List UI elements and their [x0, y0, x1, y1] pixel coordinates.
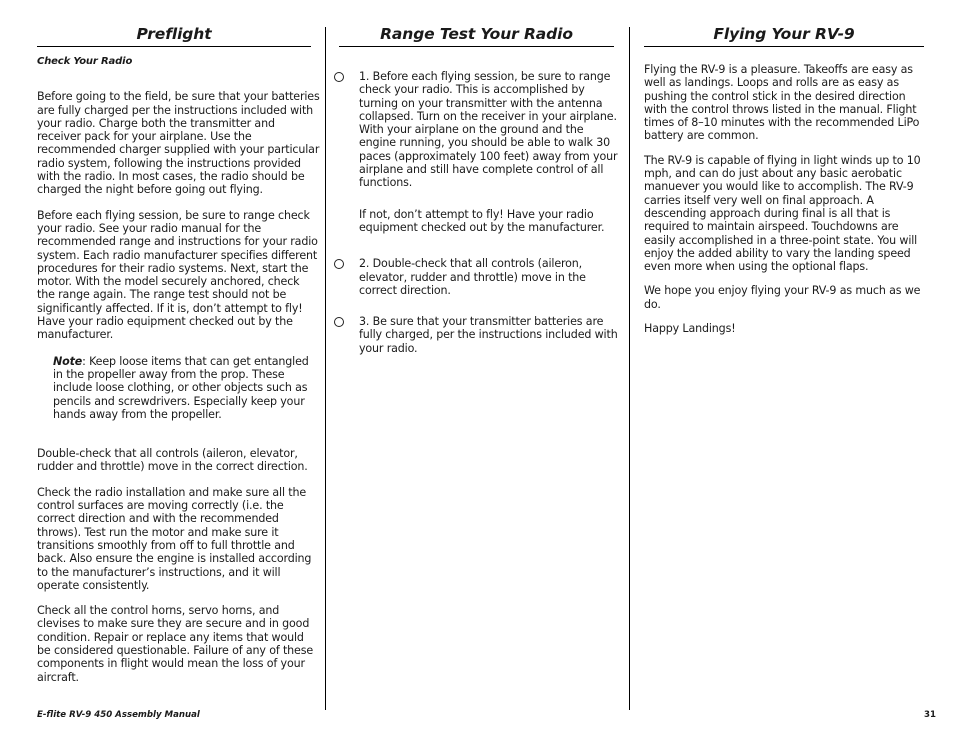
flying-paragraph-3: We hope you enjoy flying your RV-9 as much as we do. — [644, 284, 921, 311]
range-test-step-2 — [339, 257, 620, 297]
page-number: 31 — [924, 710, 936, 720]
preflight-paragraph-4: Check the radio installation and make sure all the control surfaces are moving correctly (i.e. the correct direction and with the recommended throws). Test run the motor and make sure it transitions smoothly from off to full throttle and back. Also ensure the engine is installed according to the manufacturer’s instructions, and it will operate consistently. — [37, 485, 312, 592]
flying-heading: Flying Your RV-9 — [644, 24, 924, 47]
preflight-paragraph-1: Before going to the field, be sure that your batteries are fully charged per the instructions included with your radio. Charge both the transmitter and receiver pack for your airplane. Use the recommended charger supplied with your particular radio system, following the instructions provided with the radio. In most cases, the radio should be charged the night before going out flying. — [37, 90, 320, 197]
range-test-step-1-note: If not, don’t attempt to fly! Have your radio equipment checked out by the manufacturer. — [359, 207, 605, 234]
checkbox-bullet-icon — [334, 72, 344, 82]
preflight-note — [53, 355, 320, 421]
column-divider-left — [325, 27, 326, 710]
flying-paragraph-1: Flying the RV-9 is a pleasure. Takeoffs are easy as well as landings. Loops and rolls are as easy as pushing the control stick in the desired direction with the control throws listed in the manual. Flight times of 8–10 minutes with the recommended LiPo battery are common. — [644, 63, 920, 143]
note-label: Note — [53, 354, 83, 368]
range-test-column — [339, 24, 620, 355]
flying-paragraph-4: Happy Landings! — [644, 322, 736, 336]
checkbox-bullet-icon — [334, 317, 344, 327]
preflight-heading: Preflight — [37, 24, 311, 47]
range-test-heading: Range Test Your Radio — [339, 24, 614, 47]
check-radio-subheading: Check Your Radio — [37, 56, 133, 67]
step-2-text: 2. Double-check that all controls (aileron, elevator, rudder and throttle) move in the correct direction. — [359, 257, 586, 297]
step-3-text: 3. Be sure that your transmitter batteries are fully charged, per the instructions included with your radio. — [359, 315, 618, 355]
column-divider-right — [629, 27, 630, 710]
step-1-text: 1. Before each flying session, be sure to range check your radio. This is accomplished by turning on your transmitter with the antenna collapsed. Turn on the receiver in your airplane. With your airplane on the ground and the engine running, you should be able to walk 30 paces (approximately 100 feet) away from your airplane and still have complete control of all functions. — [359, 70, 618, 190]
note-text: : Keep loose items that can get entangled in the propeller away from the prop. These include loose clothing, or other objects such as pencils and screwdrivers. Especially keep your hands away from the propeller. — [53, 354, 309, 421]
preflight-paragraph-5: Check all the control horns, servo horns, and clevises to make sure they are secure and in good condition. Repair or replace any items that would be considered questionable. Failure of any of these components in flight would mean the loss of your aircraft. — [37, 604, 314, 684]
flying-paragraph-2: The RV-9 is capable of flying in light winds up to 10 mph, and can do just about any basic aerobatic manuever you would like to accomplish. The RV-9 carries itself very well on final approach. A descending approach during final is all that is required to maintain airspeed. Touchdowns are easily accomplished in a three-point state. You will enjoy the added ability to vary the landing speed even more when using the optional flaps. — [644, 153, 921, 274]
checkbox-bullet-icon — [334, 259, 344, 269]
flying-column — [644, 24, 930, 335]
range-test-step-1 — [339, 70, 620, 190]
preflight-paragraph-2: Before each flying session, be sure to range check your radio. See your radio manual for the recommended range and instructions for your radio system. Each radio manufacturer specifies different procedures for their radio systems. Next, start the motor. With the model securely anchored, check the range again. The range test should not be significantly affected. If it is, don’t attempt to fly! Have your radio equipment checked out by the manufacturer. — [37, 208, 318, 342]
preflight-paragraph-3: Double-check that all controls (aileron, elevator, rudder and throttle) move in the correct direction. — [37, 447, 308, 474]
range-test-step-3 — [339, 315, 620, 355]
footer-manual-title: E-flite RV-9 450 Assembly Manual — [37, 710, 200, 720]
preflight-column — [37, 24, 320, 684]
